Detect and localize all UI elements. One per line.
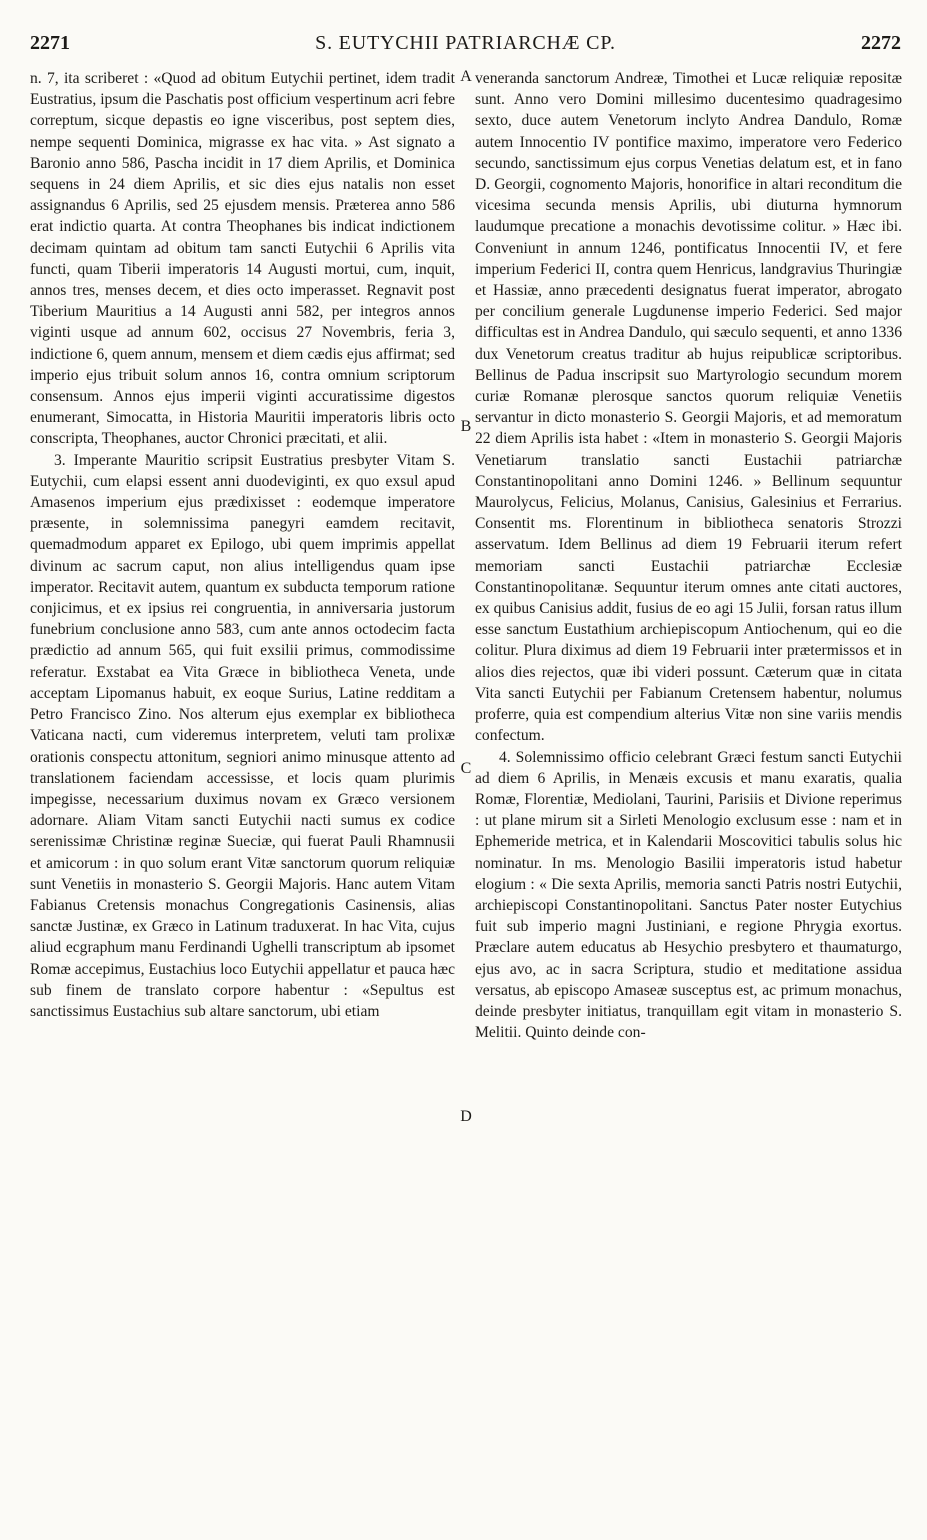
gutter-letter-c: C [460,760,472,777]
paragraph-section-4: 4. Solemnissimo officio celebrant Græci festum sancti Eutychii ad diem 6 Aprilis, in Menæis excusis et manu exaratis, qualia Romæ, Florentiæ, Mediolani, Taurini, Parisiis et Divione reperimus : ut plane mirum sit a Sirleti Menologio exclusum esse : nam et in Ephemeride metrica, et in Kalendarii Moscovitici tabulis solus hic nominatur. In ms. Menologio Basilii imperatoris istud habetur elogium : « Die sexta Aprilis, memoria sancti Patris nostri Eutychii, archiepiscopi Constantinopolitani. Sanctus Pater noster Eutychius fuit sub imperio magni Justiniani, e regione Phrygia exortus. Præclare autem educatus ab Hesychio presbytero et thaumaturgo, ejus avo, ac in sacra Scriptura, studio et meditatione assidua versatus, ab episcopo Amaseæ susceptus est, ac primum monachus, deinde presbyter initiatus, tranquillam egit vitam in monasterio S. Melitii. Quinto deinde con- [475,748,902,1042]
paragraph-continuation: n. 7, ita scriberet : «Quod ad obitum Eutychii pertinet, idem tradit Eustratius, ipsum die Paschatis post officium vespertinum acri febre correptum, sicque depastis eo igne visceribus, post septem dies, nempe sequenti Dominica, migrasse ex hac vita. » Ast signato a Baronio anno 586, Pascha incidit in 17 diem Aprilis, et Dominica sequens in 24 diem Aprilis, et sic dies ejus natalis non esset assignandus 6 Aprilis, sed 25 ejusdem mensis. Præterea anno 586 erat indictio quarta. At contra Theophanes bis indicat indictionem decimam quintam ad obitum tam sancti Eutychii 6 Aprilis vita functi, quam Tiberii imperatoris 14 Augusti mortui, cum, inquit, annos tres, menses decem, et dies octo imperasset. Regnavit post Tiberium Mauritius a 14 Augusti anni 582, per integros annos viginti usque ad annum 602, occisus 27 Novembris, feria 3, indictione 6, quem annum, mensem et diem cædis ejus affirmat; sed imperio ejus tribuit solum annos 16, contra omnium scriptorum consensum. Annos ejus imperii viginti accuratissime digestos enumerant, Simocatta, in Historia Mauritii imperatoris libris octo conscripta, Theophanes, auctor Chronici præcitati, et alii. [30,70,455,448]
running-header [30,32,901,64]
page-number-right: 2272 [861,32,901,54]
page-number-left: 2271 [30,32,70,54]
right-column [475,68,902,1043]
gutter-letter-d: D [460,1108,472,1125]
paragraph-section-3: 3. Imperante Mauritio scripsit Eustratius presbyter Vitam S. Eutychii, cum elapsi essent anni duodeviginti, ex quo exsul apud Amasenos imperium ejus prædixisset : eodemque imperatore præsente, in solemnissima panegyri eamdem recitavit, quemadmodum apparet ex Epilogo, ubi quem imprimis appellat divinum ac sacrum caput, non alius intelligendus quam ipse imperator. Recitavit autem, quantum ex subducta temporum ratione conjicimus, et ex ipsius rei congruentia, in anniversaria justorum funebrium conclusione anno 583, cum ante annos octodecim facta prædictio ad annum 565, qui fuit exsilii primus, commodissime referatur. Exstabat ea Vita Græce in bibliotheca Veneta, unde acceptam Lipomanus habuit, ex eoque Surius, Latine redditam a Petro Francisco Zino. Nos alterum ejus exemplar ex bibliotheca Vaticana nacti, cum videremus interpretem, veluti tam prolixæ orationis conspectu attonitum, segniori animo minusque attento ad translationem faciendam accessisse, et locis quam plurimis impegisse, necessarium duximus novam ex Græco versionem adornare. Aliam Vitam sancti Eutychii nacti sumus ex codice serenissimæ Christinæ reginæ Sueciæ, qui fuerat Pauli Rhamnusii et amicorum : in quo solum erant Vitæ sanctorum quorum reliquiæ sunt Venetiis in monasterio S. Georgii Majoris. Hanc autem Vitam Fabianus Cretensis monachus Congregationis Casinensis, alias sanctæ Justinæ, ex Græco in Latinum traduxerat. In hac Vita, cujus aliud ecgraphum manu Ferdinandi Ughelli transcriptum ab ipsomet Romæ accepimus, Eustachius loco Eutychii appellatur et pauca hæc sub finem de translato corpore habentur : «Sepultus est sanctissimus Eustachius sub altare sanctorum, ubi etiam [30,451,455,1020]
left-column [30,68,455,1022]
gutter-letter-a: A [460,68,472,85]
running-title: S. EUTYCHII PATRIARCHÆ CP. [315,32,616,54]
paragraph-continuation-right: veneranda sanctorum Andreæ, Timothei et Lucæ reliquiæ repositæ sunt. Anno vero Domini millesimo ducentesimo quadragesimo sexto, duce autem Venetorum inclyto Andrea Dandulo, Romæ autem Innocentio IV pontifice maximo, imperatore vero Federico secundo, sanctissimum ejus corpus Venetias delatum est, et in fano D. Georgii, cognomento Majoris, honorifice in altari reconditum die vicesima secunda mensis Aprilis, ubi diuturna hymnorum laudumque precatione a monachis devotissime colitur. » Hæc ibi. Conveniunt in annum 1246, pontificatus Innocentii IV, et fere imperium Federici II, contra quem Henricus, landgravius Thuringiæ et Hassiæ, anno præcedenti designatus fuerat imperator, abrogato per concilium generale Lugdunense imperio Federici. Sed major difficultas est in Andrea Dandulo, qui sæculo sequenti, et anno 1336 dux Venetorum creatus traditur ab hujus reipublicæ scriptoribus. Bellinus de Padua inscripsit suo Martyrologio secundum morem curiæ Romanæ plerosque sanctos quorum reliquiæ Venetiis servantur in dicto monasterio S. Georgii Majoris, et ad memoratum 22 diem Aprilis ista habet : «Item in monasterio S. Georgii Majoris Venetiarum translatio sancti Eustachii patriarchæ Constantinopolitani anno Domini 1246. » Bellinum sequuntur Maurolycus, Felicius, Molanus, Canisius, Galesinius et Ferrarius. Consentit ms. Florentinum in bibliotheca senatoris Strozzi asservatum. Idem Bellinus ad diem 19 Februarii iterum refert memoriam sancti Eustachii patriarchæ Ecclesiæ Constantinopolitanæ. Sequuntur iterum omnes ante citati auctores, ex quibus Canisius addit, fusius de eo agi 15 Julii, forsan ratus illum esse sanctum Eustathium archiepiscopum Antiochenum, qui eo die colitur. Plura diximus ad diem 19 Februarii inter prætermissos et in alios dies rejectos, quæ ibi videri possunt. Cæterum quæ in citata Vita sancti Eutychii per Fabianum Cretensem habentur, nolumus proferre, quia est compendium alterius Vitæ non sine variis mendis confectum. [475,70,902,745]
gutter-letter-b: B [460,418,472,435]
